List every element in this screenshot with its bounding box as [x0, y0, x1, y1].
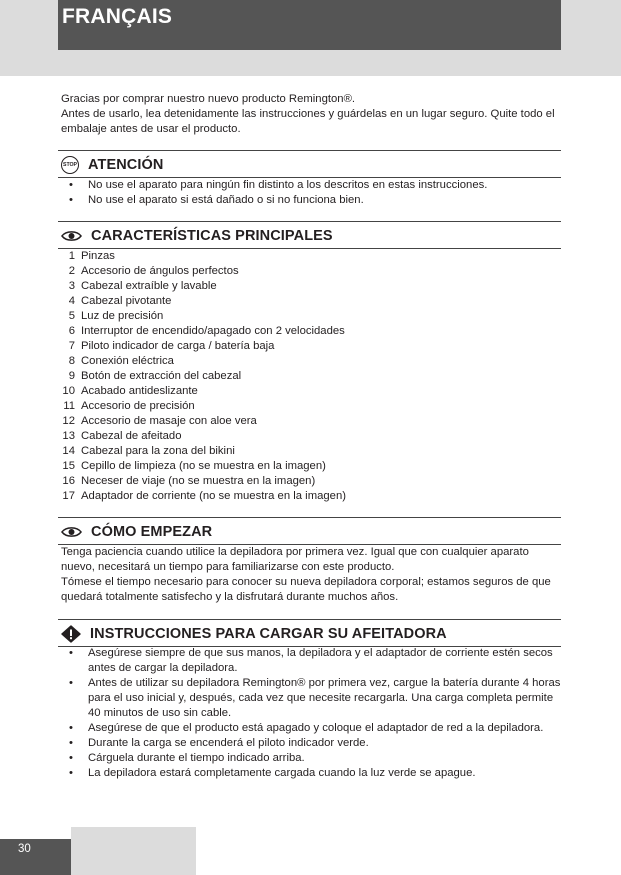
eye-icon: [61, 526, 82, 538]
getting-started-heading: [61, 522, 212, 542]
intro-text: [61, 92, 561, 137]
features-list: [58, 249, 346, 504]
list-item: • Durante la carga se encenderá el piloto indicador verde.: [61, 736, 561, 751]
page-number: 30: [18, 843, 31, 855]
eye-icon: [61, 230, 82, 242]
list-item: • No use el aparato si está dañado o si no funciona bien.: [61, 193, 561, 208]
list-item: • No use el aparato para ningún fin distinto a los descritos en estas instrucciones.: [61, 178, 561, 193]
intro-paragraph: Antes de usarlo, lea detenidamente las instrucciones y guárdelas en un lugar seguro. Quite todo el embalaje antes de usar el producto.: [61, 108, 555, 135]
paragraph: Tómese el tiempo necesario para conocer su nueva depiladora corporal; estamos seguros de que quedará totalmente satisfecho y la disfrutará durante muchos años.: [61, 576, 551, 603]
attention-heading: [61, 155, 163, 175]
section-rule: [58, 221, 561, 222]
paragraph: Tenga paciencia cuando utilice la depiladora por primera vez. Igual que con cualquier aparato nuevo, necesitará un tiempo para familiarizarse con este producto.: [61, 546, 529, 573]
list-item: • La depiladora estará completamente cargada cuando la luz verde se apague.: [61, 766, 561, 781]
list-item: • Asegúrese siempre de que sus manos, la depiladora y el adaptador de corriente estén secos antes de cargar la depiladora.: [61, 646, 561, 676]
attention-list: [61, 178, 561, 208]
section-rule: [58, 619, 561, 620]
list-item: 9 Botón de extracción del cabezal: [68, 370, 242, 382]
list-item: 8 Conexión eléctrica: [68, 355, 174, 367]
list-item: • Asegúrese de que el producto está apagado y coloque el adaptador de red a la depiladora.: [61, 721, 561, 736]
charging-list: [61, 646, 561, 781]
attention-title: ATENCIÓN: [88, 157, 164, 173]
list-item: 10 Acabado antideslizante: [62, 385, 198, 397]
features-heading: [61, 226, 333, 246]
list-item: • Cárguela durante el tiempo indicado arriba.: [61, 751, 561, 766]
features-title: CARACTERÍSTICAS PRINCIPALES: [91, 228, 333, 244]
getting-started-title: CÓMO EMPEZAR: [91, 524, 213, 540]
footer-band: [71, 827, 196, 875]
list-item: 6 Interruptor de encendido/apagado con 2 velocidades: [68, 325, 345, 337]
list-item: 4 Cabezal pivotante: [68, 295, 172, 307]
stop-icon: STOP: [61, 156, 79, 174]
list-item: 16 Neceser de viaje (no se muestra en la imagen): [62, 475, 316, 487]
language-tab: [58, 0, 561, 50]
section-rule: [58, 150, 561, 151]
list-item: 1 Pinzas: [68, 250, 115, 262]
list-item: 14 Cabezal para la zona del bikini: [62, 445, 235, 457]
list-item: 13 Cabezal de afeitado: [62, 430, 182, 442]
list-item: 17 Adaptador de corriente (no se muestra en la imagen): [62, 490, 346, 502]
list-item: 15 Cepillo de limpieza (no se muestra en la imagen): [62, 460, 326, 472]
charging-heading: [61, 624, 447, 644]
language-title: FRANÇAIS: [62, 5, 173, 28]
intro-paragraph: Gracias por comprar nuestro nuevo producto Remington®.: [61, 93, 356, 105]
list-item: 2 Accesorio de ángulos perfectos: [68, 265, 239, 277]
list-item: 11 Accesorio de precisión: [63, 400, 195, 412]
charging-title: INSTRUCCIONES PARA CARGAR SU AFEITADORA: [90, 626, 447, 642]
warning-icon: [61, 625, 81, 643]
section-rule: [58, 517, 561, 518]
list-item: 5 Luz de precisión: [68, 310, 164, 322]
getting-started-text: [61, 545, 561, 605]
page-number-box: [0, 839, 71, 875]
list-item: 12 Accesorio de masaje con aloe vera: [62, 415, 257, 427]
list-item: 3 Cabezal extraíble y lavable: [68, 280, 217, 292]
list-item: 7 Piloto indicador de carga / batería baja: [68, 340, 275, 352]
list-item: • Antes de utilizar su depiladora Remington® por primera vez, cargue la batería durante 4 horas para el uso inicial y, después, cada vez que necesite recargarla. Una carga completa permite 40 minutos de uso sin cable.: [61, 676, 561, 721]
